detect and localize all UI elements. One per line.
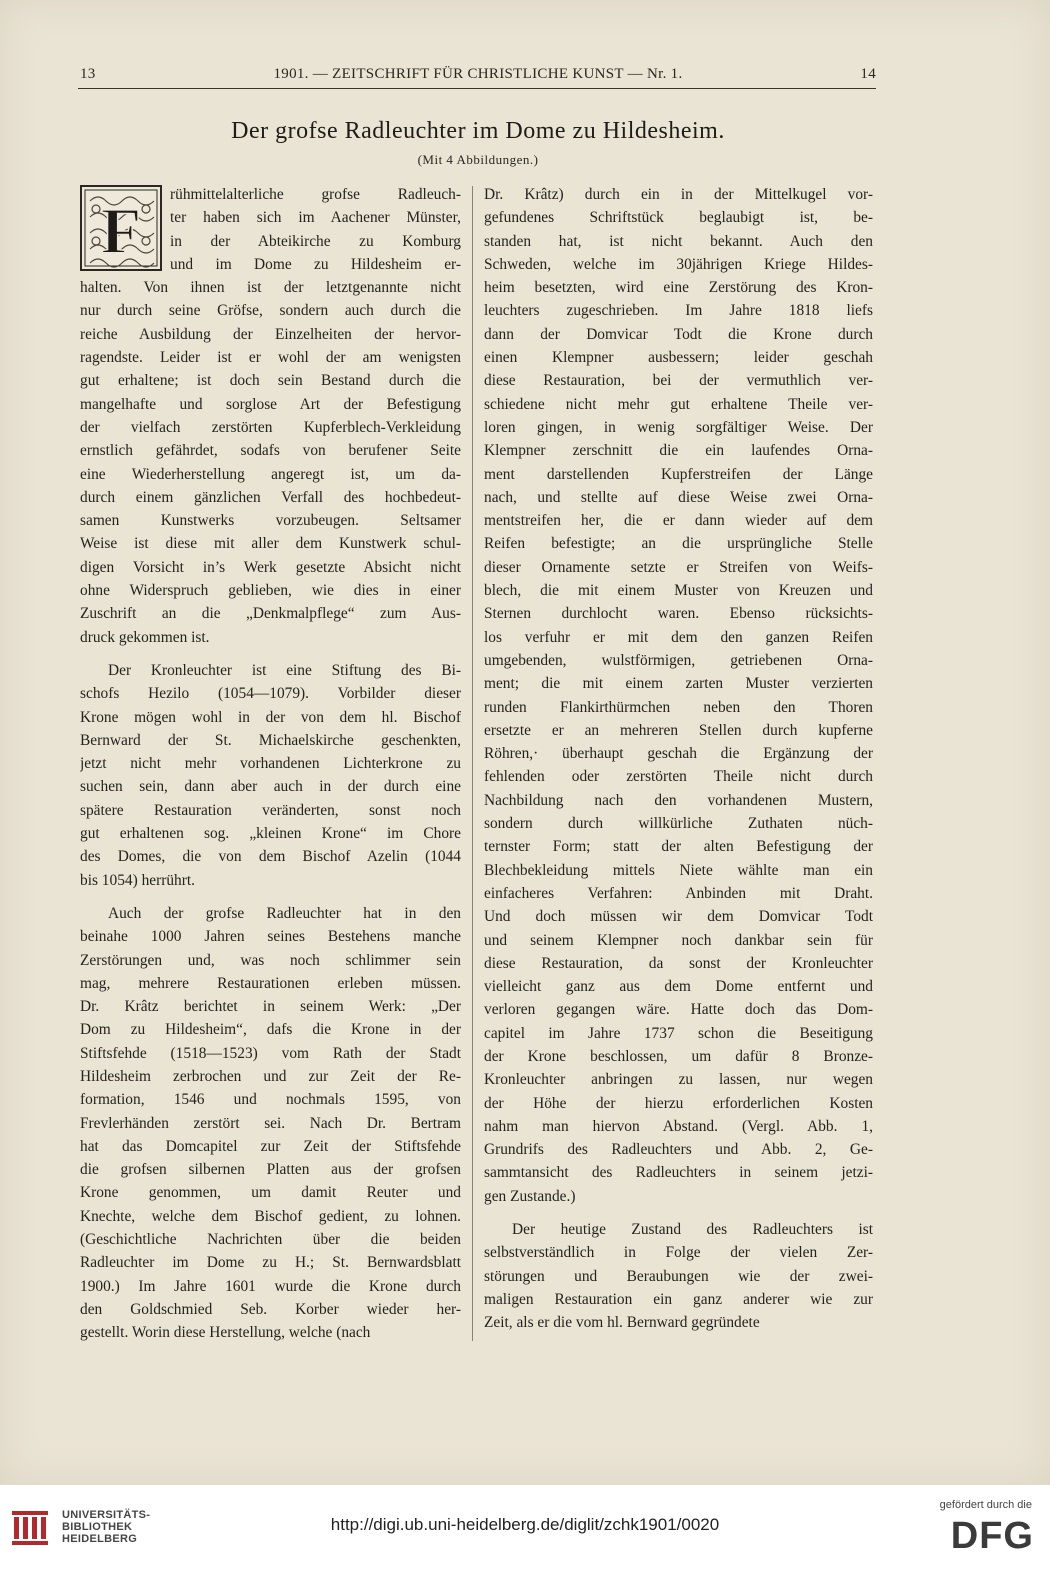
text-line: leuchters zugeschrieben. Im Jahre 1818 liefs (484, 302, 873, 320)
text-line: und seinem Klempner noch dankbar sein für (484, 931, 873, 949)
text-line: umgebenden, wulstförmigen, getriebenen Orna- (484, 651, 873, 669)
right-column (484, 183, 873, 1335)
article-title: Der grofse Radleuchter im Dome zu Hildesheim. (231, 118, 725, 144)
text-line: diese Restauration, bei der vermuthlich ver- (484, 372, 873, 390)
text-line: Reifen befestigte; an die ursprüngliche Stelle (484, 535, 873, 553)
text-line: ternster Form; statt der alten Befestigung der (484, 838, 873, 856)
text-line: heim besetzten, wird eine Zerstörung des Kron- (484, 279, 873, 297)
text-line: gen Zustande.) (484, 1187, 576, 1205)
text-line: blech, die mit einem Muster von Kreuzen und (484, 582, 873, 600)
text-line: los verfuhr er mit dem den ganzen Reifen (484, 628, 873, 646)
text-line: loren gingen, in wenig sorgfältiger Weise. Der (484, 418, 873, 436)
text-line: Dom zu Hildesheim“, dafs die Krone in der (80, 1021, 461, 1039)
text-line: Zerstörungen und, was noch schlimmer sein (80, 951, 461, 969)
text-line: digen Vorsicht in’s Werk gesetzte Absicht nicht (80, 558, 461, 576)
text-line: nahm man hiervon Abstand. (Vergl. Abb. 1, (484, 1117, 873, 1135)
text-line: Hildesheim zerbrochen und zur Zeit der Re- (80, 1067, 461, 1085)
text-line: störungen und Beraubungen wie der zwei- (484, 1267, 873, 1285)
text-line: vielleicht ganz aus dem Dome entfernt und (484, 978, 873, 996)
text-line: reiche Ausbildung der Einzelheiten der hervor- (80, 325, 461, 343)
article-subtitle: (Mit 4 Abbildungen.) (417, 152, 539, 167)
text-line: der Krone beschlossen, um dafür 8 Bronze- (484, 1047, 873, 1065)
text-line: ragendste. Leider ist er wohl der am wenigsten (80, 349, 461, 367)
text-line: rühmittelalterliche grofse Radleuch- (170, 186, 461, 203)
text-line: bis 1054) herrührt. (80, 871, 195, 889)
text-line: Kronleuchter anbringen zu lassen, nur wegen (484, 1071, 873, 1089)
text-line: standen hat, ist nicht bekannt. Auch den (484, 232, 873, 250)
text-line: (Geschichtliche Nachrichten über die beiden (80, 1231, 461, 1249)
text-line: suchen sein, dann aber auch in der durch eine (80, 778, 461, 796)
text-line: sondern durch willkürliche Zuthaten nüch- (484, 815, 873, 833)
text-line: hat das Domcapitel zur Zeit der Stiftsfehde (80, 1137, 461, 1155)
text-line: runden Flankirthürmchen neben den Thoren (484, 698, 873, 716)
text-line: nur durch seine Gröfse, sondern auch durch die (80, 302, 461, 320)
text-line: der Höhe der hierzu erforderlichen Kosten (484, 1094, 873, 1112)
page-number-right: 14 (860, 66, 876, 82)
text-line: mentstreifen her, die er dann wieder auf dem (484, 512, 873, 530)
text-line: Weise ist diese mit aller dem Kunstwerk schul- (80, 535, 461, 553)
text-line: gut erhaltene; ist doch sein Bestand durch die (80, 372, 461, 390)
left-column (80, 183, 461, 1345)
footer-bar (0, 1485, 1050, 1569)
text-line: beinahe 1000 Jahren seines Bestehens manche (80, 928, 461, 946)
text-line: diese Restauration, da sonst der Kronleuchter (484, 954, 873, 972)
text-line: Röhren,· überhaupt geschah die Ergänzung der (484, 745, 873, 763)
text-line: ernstlich gefährdet, sodafs von berufener Seite (80, 442, 461, 460)
text-line: 1900.) Im Jahre 1601 wurde die Krone durch (80, 1277, 461, 1295)
text-line: durch einem gänzlichen Verfall des hochbedeut- (80, 488, 461, 506)
text-line: formation, 1546 und nochmals 1595, von (80, 1091, 461, 1109)
library-line: BIBLIOTHEK (62, 1521, 133, 1533)
text-line: Der Kronleuchter ist eine Stiftung des Bi- (108, 661, 461, 679)
text-line: ohne Widerspruch geblieben, wie dies in einer (80, 582, 461, 600)
text-line: Auch der grofse Radleuchter hat in den (108, 904, 461, 922)
text-line: Knechte, welche dem Bischof gedient, zu lohnen. (80, 1207, 461, 1225)
text-line: einen Klempner ausbessern; leider geschah (484, 349, 873, 367)
text-line: spätere Restauration veränderten, sonst noch (80, 801, 461, 819)
dfg-logo: DFG (950, 1515, 1034, 1557)
column-divider (472, 186, 473, 1341)
text-line: druck gekommen ist. (80, 628, 210, 646)
text-line: Dr. Krâtz berichtet in seinem Werk: „Der (80, 998, 461, 1016)
running-title: 1901. — ZEITSCHRIFT FÜR CHRISTLICHE KUNST — Nr. 1. (273, 66, 683, 82)
text-line: schiedene nicht mehr gut erhaltene Theile ver- (484, 395, 873, 413)
text-line: Sternen durchlocht waren. Ebenso rücksichts- (484, 605, 873, 623)
text-line: ment darstellenden Kupferstreifen der Länge (484, 465, 873, 483)
text-line: Nachbildung nach den vorhandenen Mustern, (484, 791, 873, 809)
text-line: Schweden, welche im 30jährigen Kriege Hildes- (484, 255, 873, 273)
text-line: gestellt. Worin diese Herstellung, welche (nach (80, 1324, 371, 1342)
text-line: und im Dome zu Hildesheim er- (170, 255, 461, 273)
text-line: Krone genommen, um damit Reuter und (80, 1184, 461, 1202)
text-line: nach, und stellte auf diese Weise zwei Orna- (484, 488, 873, 506)
running-header (80, 66, 876, 90)
permalink-url[interactable]: http://digi.ub.uni-heidelberg.de/diglit/zchk1901/0020 (330, 1515, 720, 1534)
text-line: dieser Ornamente setzte er Streifen von Weifs- (484, 558, 873, 576)
text-line: Krone mögen wohl in der von dem hl. Bischof (80, 708, 461, 726)
text-line: die grofsen silbernen Platten aus der grofsen (80, 1161, 461, 1179)
text-line: Und doch müssen wir dem Domvicar Todt (484, 908, 873, 926)
text-line: ter haben sich im Aachener Münster, (170, 209, 461, 227)
text-line: sammtansicht des Radleuchters in seinem jetzi- (484, 1164, 873, 1182)
library-line: HEIDELBERG (62, 1533, 138, 1545)
text-line: gut erhaltenen sog. „kleinen Krone“ im Chore (80, 825, 461, 843)
text-line: halten. Von ihnen ist der letztgenannte nicht (80, 279, 461, 297)
text-line: des Domes, die von dem Bischof Azelin (1044 (80, 848, 461, 866)
text-line: in der Abteikirche zu Komburg (170, 232, 461, 250)
text-line: jetzt nicht mehr vorhandenen Lichterkrone zu (80, 755, 461, 773)
text-line: Frevlerhänden zerstört sei. Nach Dr. Bertram (80, 1114, 461, 1132)
text-line: dann der Domvicar Todt die Krone durch (484, 325, 873, 343)
text-line: Zeit, als er die vom hl. Bernward gegründete (484, 1314, 760, 1332)
text-line: Der heutige Zustand des Radleuchters ist (512, 1221, 873, 1239)
text-line: einfacheres Verfahren: Anbinden mit Draht. (484, 884, 873, 902)
text-line: mag, mehrere Restaurationen erleben müssen. (80, 974, 461, 992)
text-line: Grundrifs des Radleuchters und Abb. 2, Ge- (484, 1141, 873, 1159)
text-line: maligen Restauration ein ganz anderer wie zur (484, 1290, 873, 1308)
text-line: schofs Hezilo (1054—1079). Vorbilder dieser (80, 685, 461, 703)
library-line: UNIVERSITÄTS- (62, 1509, 151, 1521)
text-line: capitel im Jahre 1737 schon die Beseitigung (484, 1024, 873, 1042)
text-line: Radleuchter im Dome zu H.; St. Bernwardsblatt (80, 1254, 461, 1272)
text-line: ment; die mit einem zarten Muster verzierten (484, 675, 873, 693)
text-line: den Goldschmied Seb. Korber wieder her- (80, 1300, 461, 1318)
drop-cap-letter: F (100, 195, 142, 268)
text-line: samen Kunstwerks vorzubeugen. Seltsamer (80, 512, 461, 530)
text-line: Dr. Krâtz) durch ein in der Mittelkugel vor- (484, 186, 873, 203)
text-line: eine Wiederherstellung angeregt ist, um da- (80, 465, 461, 483)
text-line: gefundenes Schriftstück beglaubigt ist, be- (484, 209, 873, 227)
text-line: ersetzte er an mehreren Stellen durch kupferne (484, 721, 873, 739)
text-line: verloren gegangen wäre. Hatte doch das Dom- (484, 1001, 873, 1019)
text-line: selbstverständlich in Folge der vielen Zer- (484, 1244, 873, 1262)
text-line: Klempner zerschnitt die ein laufendes Orna- (484, 442, 873, 460)
text-line: Stiftsfehde (1518—1523) vom Rath der Stadt (80, 1044, 461, 1062)
text-line: mangelhafte und sorglose Art der Befestigung (80, 395, 461, 413)
text-line: der vielfach zerstörten Kupferblech-Verkleidung (80, 418, 461, 436)
text-line: fehlenden oder zerstörten Theile nicht durch (484, 768, 873, 786)
page-number-left: 13 (80, 66, 96, 82)
text-line: Zuschrift an die „Denkmalpflege“ zum Aus- (80, 605, 461, 623)
text-line: Bernward der St. Michaelskirche geschenkten, (80, 731, 461, 749)
text-line: Blechbekleidung mittels Niete wählte man ein (484, 861, 873, 879)
funding-note: gefördert durch die (939, 1499, 1032, 1511)
header-rule (78, 88, 876, 89)
